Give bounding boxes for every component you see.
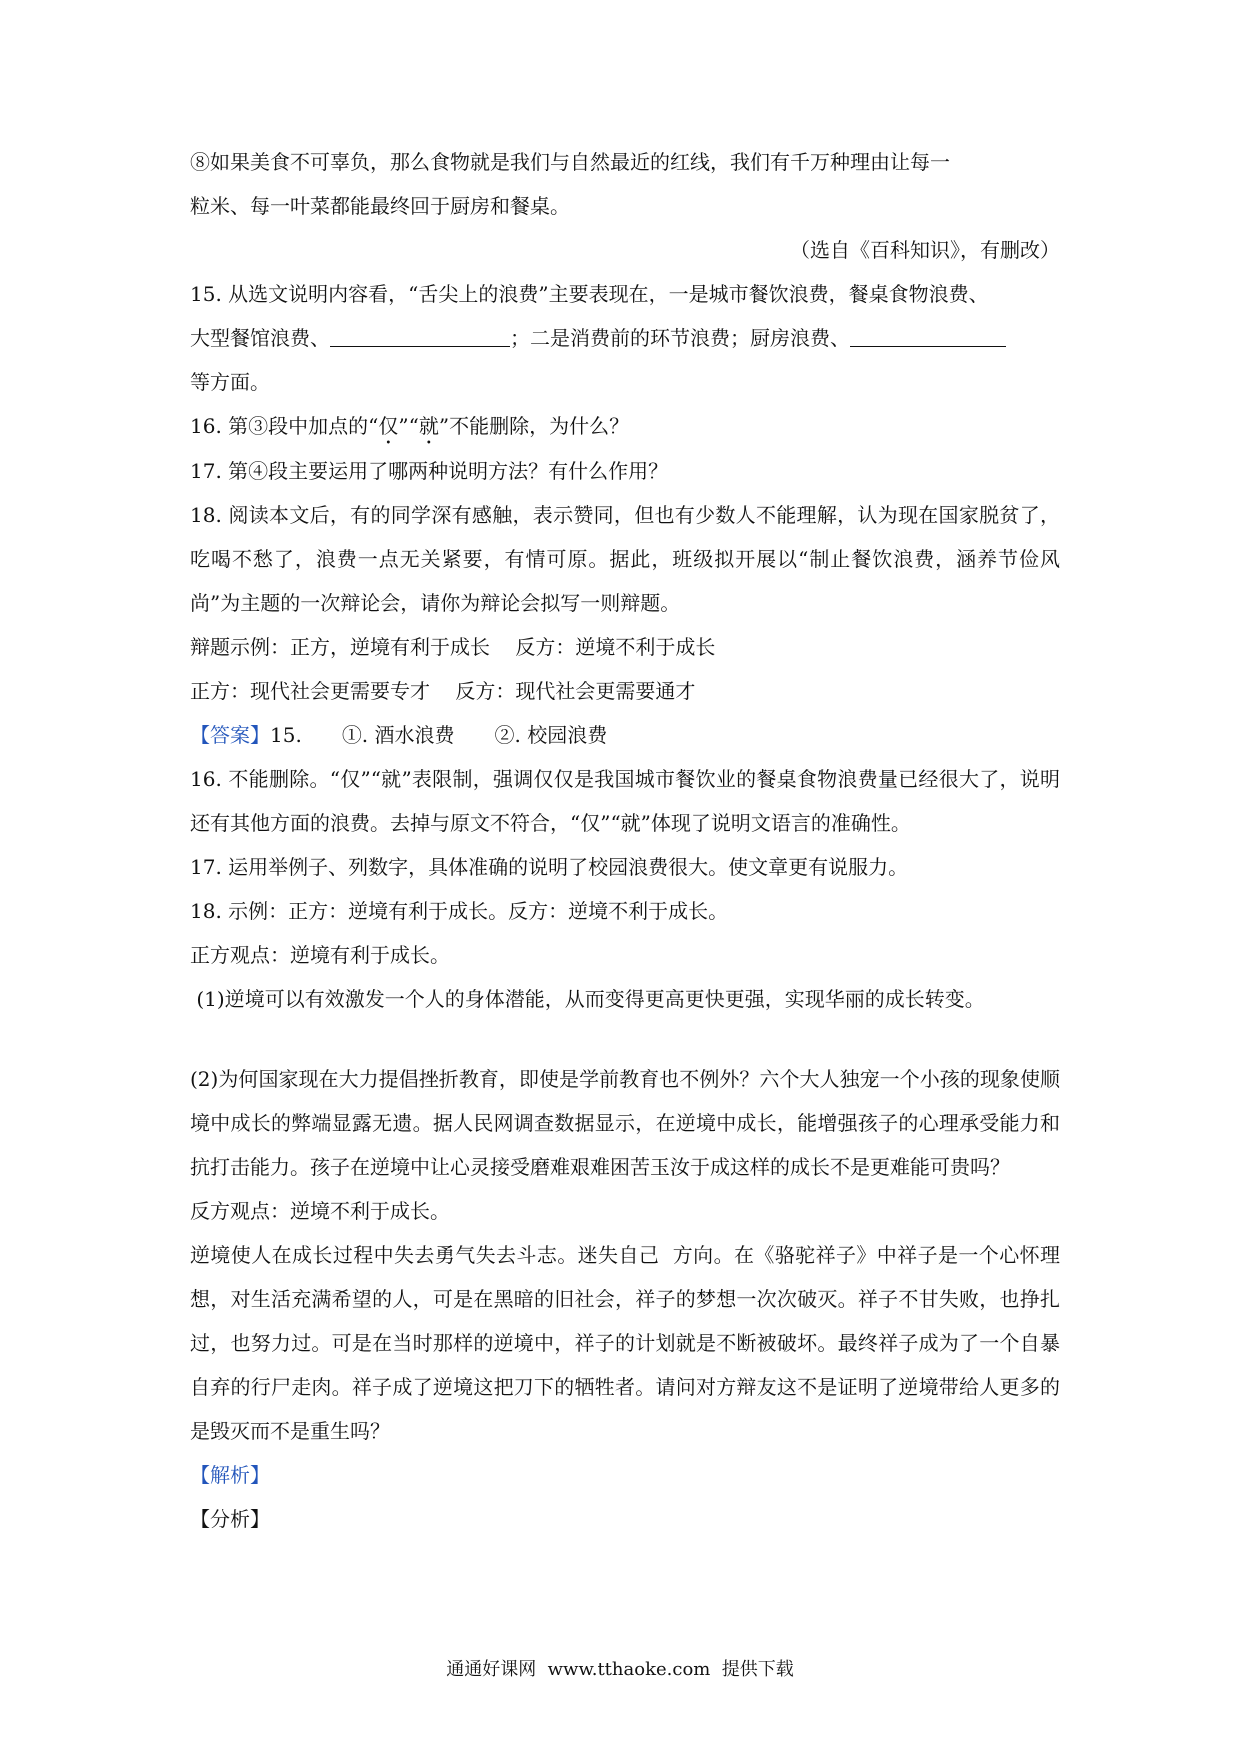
q16-post: 不能删除，为什么？ [449,414,630,438]
question-18-example-1: 辩题示例：正方，逆境有利于成长 反方：逆境不利于成长 [190,635,716,659]
answer-18-point-2: (2)为何国家现在大力提倡挫折教育，即使是学前教育也不例外？六个大人独宠一个小孩的现象使顺境中成长的弊端显露无遗。据人民网调查数据显示，在逆境中成长，能增强孩子的心理承受能力和抗打击能力。孩子在逆境中让心灵接受磨难艰难困苦玉汝于成这样的成长不是更难能可贵吗？ [190,1067,1060,1179]
paragraph-8-line-2: 粒米、每一叶菜都能最终回于厨房和餐桌。 [190,194,570,218]
q15-text-1: 大型餐馆浪费、 [190,326,330,350]
q15-text-2: ；二是消费前的环节浪费；厨房浪费、 [510,326,850,350]
q16-word-2: “就” [408,414,450,438]
analysis-label [190,1453,1060,1497]
answer-15 [190,713,1060,757]
question-18-example-2: 正方：现代社会更需要专才 反方：现代社会更需要通才 [190,679,696,703]
answer-blank-2 [850,324,1006,347]
answer-16: 16. 不能删除。“仅”“就”表限制，强调仅仅是我国城市餐饮业的餐桌食物浪费量已经很大了，说明还有其他方面的浪费。去掉与原文不符合，“仅”“就”体现了说明文语言的准确性。 [190,767,1060,835]
question-15-line-1: 15. 从选文说明内容看，“舌尖上的浪费”主要表现在，一是城市餐饮浪费，餐桌食物浪费、 [190,282,989,306]
analysis-tag: 【解析】 [190,1463,270,1487]
spacer [190,1021,1060,1057]
footer-credit: 通通好课网 www.tthaoke.com 提供下载 [446,1659,794,1680]
answer-18-pro-view: 正方观点：逆境有利于成长。 [190,943,450,967]
document-content [190,140,1060,1541]
answer-label: 【答案】 [190,723,270,747]
question-16 [190,404,1060,449]
answer-17: 17. 运用举例子、列数字，具体准确的说明了校园浪费很大。使文章更有说服力。 [190,855,909,879]
q16-word-1: “仅” [368,414,409,438]
answer-18-con-argument: 逆境使人在成长过程中失去勇气失去斗志。迷失自己 方向。在《骆驼祥子》中祥子是一个心怀理想，对生活充满希望的人，可是在黑暗的旧社会，祥子的梦想一次次破灭。祥子不甘失败，也挣扎过，也努力过。可是在当时那样的逆境中，祥子的计划就是不断被破坏。最终祥子成为了一个自暴自弃的行尸走肉。祥子成了逆境这把刀下的牺牲者。请问对方辩友这不是证明了逆境带给人更多的是毁灭而不是重生吗？ [190,1243,1060,1443]
answer-15-part-2: ②. 校园浪费 [494,723,608,747]
question-17: 17. 第④段主要运用了哪两种说明方法？有什么作用？ [190,459,669,483]
q16-pre: 16. 第③段中加点的 [190,414,369,438]
source-note: （选自《百科知识》，有删改） [790,238,1060,262]
answer-15-number: 15. [270,723,302,747]
answer-18-line-1: 18. 示例：正方：逆境有利于成长。反方：逆境不利于成长。 [190,899,729,923]
paragraph-8-line-1: ⑧如果美食不可辜负，那么食物就是我们与自然最近的红线，我们有千万种理由让每一 [190,150,950,174]
answer-15-part-1: ①. 酒水浪费 [341,723,455,747]
question-18: 18. 阅读本文后，有的同学深有感触，表示赞同，但也有少数人不能理解，认为现在国家脱贫了，吃喝不愁了，浪费一点无关紧要，有情可原。据此，班级拟开展以“制止餐饮浪费，涵养节俭风尚”为主题的一次辩论会，请你为辩论会拟写一则辩题。 [190,503,1060,615]
answer-18-con-view: 反方观点：逆境不利于成长。 [190,1199,450,1223]
answer-18-point-1: (1)逆境可以有效激发一个人的身体潜能，从而变得更高更快更强，实现华丽的成长转变。 [190,987,985,1011]
question-15-line-2 [190,316,1060,360]
question-15-line-3: 等方面。 [190,370,270,394]
fenxi-label: 【分析】 [190,1507,270,1531]
answer-blank-1 [330,324,510,347]
